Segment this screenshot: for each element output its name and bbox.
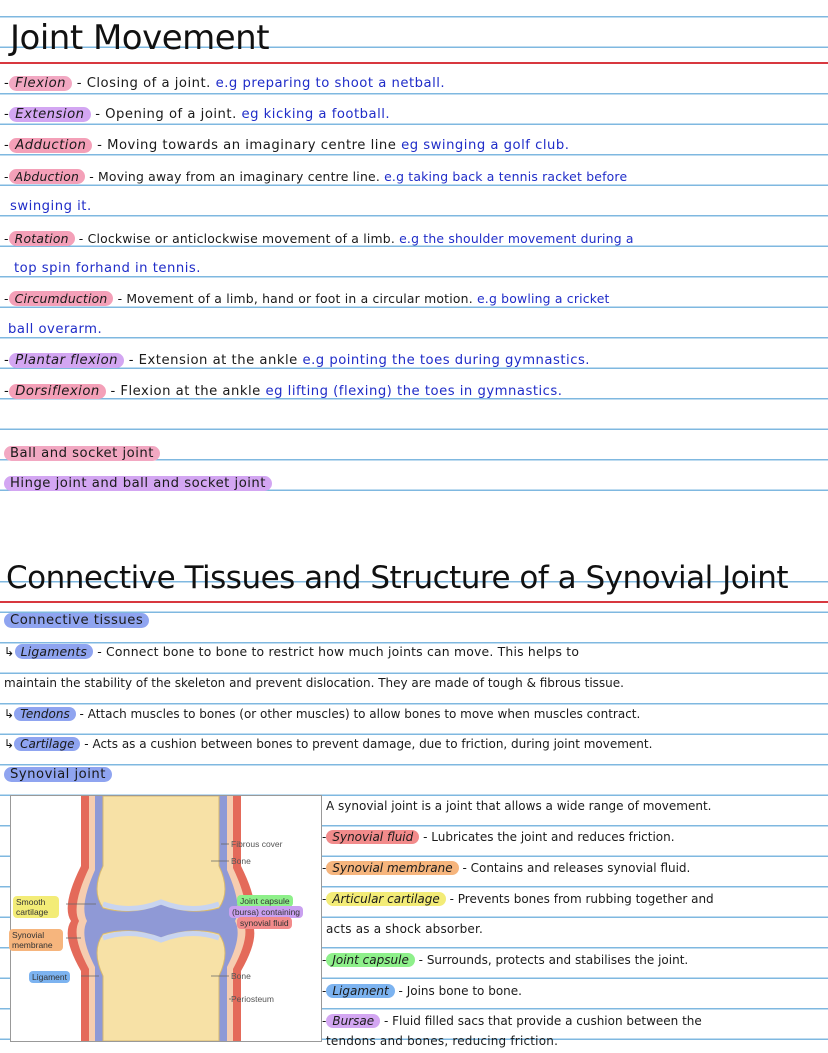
term-highlight: Plantar flexion	[9, 353, 124, 368]
term-description: Clockwise or anticlockwise movement of a limb.	[87, 231, 395, 246]
term-highlight: Rotation	[9, 231, 75, 246]
term-highlight: Ligament	[326, 984, 394, 998]
label-bursa: (bursa) containing	[229, 906, 303, 918]
term-example: eg kicking a football.	[241, 107, 391, 122]
list-item: - Plantar flexion - Extension at the ankle e.g pointing the toes during gymnastics.	[4, 353, 591, 368]
label-periosteum: Periosteum	[231, 994, 274, 1004]
term-highlight: Ligaments	[15, 644, 93, 659]
lower-bone	[97, 931, 225, 1041]
term-highlight: Synovial fluid	[326, 830, 419, 844]
joint-type-line	[4, 445, 824, 463]
label-bone-top: Bone	[231, 856, 251, 866]
term-example: e.g taking back a tennis racket before	[384, 169, 628, 184]
subheading-highlight: Connective tissues	[4, 613, 149, 628]
subheading-highlight: Synovial joint	[4, 767, 112, 782]
list-item: ↳ Tendons - Attach muscles to bones (or other muscles) to allow bones to move when muscles contract.	[4, 707, 641, 721]
upper-bone	[97, 796, 225, 911]
list-item-continuation	[10, 198, 824, 216]
list-item: - Dorsiflexion - Flexion at the ankle eg lifting (flexing) the toes in gymnastics.	[4, 384, 563, 399]
term-example: e.g bowling a cricket	[476, 291, 610, 306]
term-description: Flexion at the ankle	[120, 384, 261, 399]
list-item: ↳ Ligaments - Connect bone to bone to restrict how much joints can move. This helps to	[4, 644, 580, 659]
term-example-cont: ball overarm.	[8, 322, 103, 337]
term-highlight: Extension	[9, 107, 90, 122]
joint-type-highlight: Hinge joint and ball and socket joint	[4, 476, 272, 491]
label-synovial-membrane: Synovial membrane	[9, 929, 63, 951]
term-description: Connect bone to bone to restrict how much joints can move. This helps to	[106, 644, 580, 659]
list-item: - Flexion - Closing of a joint. e.g preparing to shoot a netball.	[4, 76, 446, 91]
term-description: Prevents bones from rubbing together and	[457, 892, 714, 906]
term-description: Joins bone to bone.	[406, 984, 522, 998]
joint-type-line	[4, 475, 824, 493]
page-title: Joint Movement	[10, 18, 270, 58]
term-highlight: Cartilage	[14, 737, 80, 751]
list-item-continuation	[4, 674, 824, 692]
term-highlight: Bursae	[326, 1014, 380, 1028]
list-item-continuation	[8, 321, 824, 339]
term-description-cont: tendons and bones, reducing friction.	[326, 1034, 559, 1048]
label-joint-capsule: Joint capsule	[237, 895, 293, 907]
label-smooth-cartilage: Smooth cartilage	[13, 896, 59, 918]
list-item: - Synovial membrane - Contains and releases synovial fluid.	[322, 861, 691, 875]
list-item: - Ligament - Joins bone to bone.	[322, 984, 522, 998]
list-item: - Abduction - Moving away from an imaginary centre line. e.g taking back a tennis racket before	[4, 169, 628, 184]
intro-text: A synovial joint is a joint that allows a wide range of movement.	[326, 799, 712, 813]
term-description: Fluid filled sacs that provide a cushion between the	[392, 1014, 702, 1028]
term-description: Opening of a joint.	[105, 107, 237, 122]
term-highlight: Joint capsule	[326, 953, 414, 967]
term-description: Movement of a limb, hand or foot in a circular motion.	[126, 291, 473, 306]
list-item: - Extension - Opening of a joint. eg kicking a football.	[4, 107, 391, 122]
joint-type-highlight: Ball and socket joint	[4, 446, 160, 461]
term-description: Lubricates the joint and reduces friction.	[431, 830, 675, 844]
term-highlight: Flexion	[9, 76, 72, 91]
list-item-continuation	[326, 920, 824, 938]
term-highlight: Tendons	[14, 707, 76, 721]
list-item-continuation	[326, 1032, 824, 1050]
term-description: Acts as a cushion between bones to prevent damage, due to friction, during joint movement.	[92, 737, 653, 751]
label-ligament: Ligament	[29, 971, 70, 983]
intro-line	[326, 797, 824, 815]
list-item: - Circumduction - Movement of a limb, hand or foot in a circular motion. e.g bowling a cricket	[4, 291, 610, 306]
term-description: Closing of a joint.	[86, 76, 211, 91]
term-highlight: Adduction	[9, 138, 92, 153]
title-underline	[0, 62, 828, 64]
term-description-cont: maintain the stability of the skeleton and prevent dislocation. They are made of tough & fibrous tissue.	[4, 676, 624, 690]
section-gap	[0, 510, 828, 555]
term-highlight: Articular cartilage	[326, 892, 445, 906]
list-item: ↳ Cartilage - Acts as a cushion between bones to prevent damage, due to friction, during joint movement.	[4, 737, 653, 751]
list-item-continuation	[14, 260, 824, 278]
term-highlight: Synovial membrane	[326, 861, 458, 875]
list-item: - Joint capsule - Surrounds, protects and stabilises the joint.	[322, 953, 689, 967]
term-example: e.g the shoulder movement during a	[399, 231, 634, 246]
list-item: - Adduction - Moving towards an imaginary centre line eg swinging a golf club.	[4, 138, 570, 153]
term-description: Surrounds, protects and stabilises the joint.	[426, 953, 689, 967]
term-description: Contains and releases synovial fluid.	[470, 861, 691, 875]
list-item: - Rotation - Clockwise or anticlockwise movement of a limb. e.g the shoulder movement during a	[4, 231, 634, 246]
term-description-cont: acts as a shock absorber.	[326, 922, 484, 936]
term-example: eg lifting (flexing) the toes in gymnastics.	[265, 384, 563, 399]
label-synovial-fluid: synovial fluid	[237, 917, 292, 929]
term-description: Attach muscles to bones (or other muscles) to allow bones to move when muscles contract.	[87, 707, 641, 721]
label-fibrous-cover: Fibrous cover	[231, 839, 283, 849]
term-highlight: Abduction	[9, 169, 85, 184]
subheading-line	[4, 766, 824, 784]
term-description: Moving towards an imaginary centre line	[107, 138, 397, 153]
list-item: - Bursae - Fluid filled sacs that provide a cushion between the	[322, 1014, 702, 1028]
term-highlight: Dorsiflexion	[9, 384, 106, 399]
synovial-joint-diagram	[10, 795, 322, 1042]
term-description: Moving away from an imaginary centre line.	[98, 169, 380, 184]
term-example-cont: swinging it.	[10, 199, 92, 214]
term-highlight: Circumduction	[9, 291, 114, 306]
term-example: e.g pointing the toes during gymnastics.	[302, 353, 591, 368]
term-description: Extension at the ankle	[138, 353, 298, 368]
term-example-cont: top spin forhand in tennis.	[14, 261, 201, 276]
label-bone-bottom: Bone	[231, 971, 251, 981]
term-example: e.g preparing to shoot a netball.	[215, 76, 446, 91]
list-item: - Synovial fluid - Lubricates the joint and reduces friction.	[322, 830, 675, 844]
list-item: - Articular cartilage - Prevents bones from rubbing together and	[322, 892, 714, 906]
section-title: Connective Tissues and Structure of a Synovial Joint	[6, 560, 789, 596]
term-example: eg swinging a golf club.	[401, 138, 570, 153]
subheading-line	[4, 612, 824, 630]
title-underline	[0, 601, 828, 603]
